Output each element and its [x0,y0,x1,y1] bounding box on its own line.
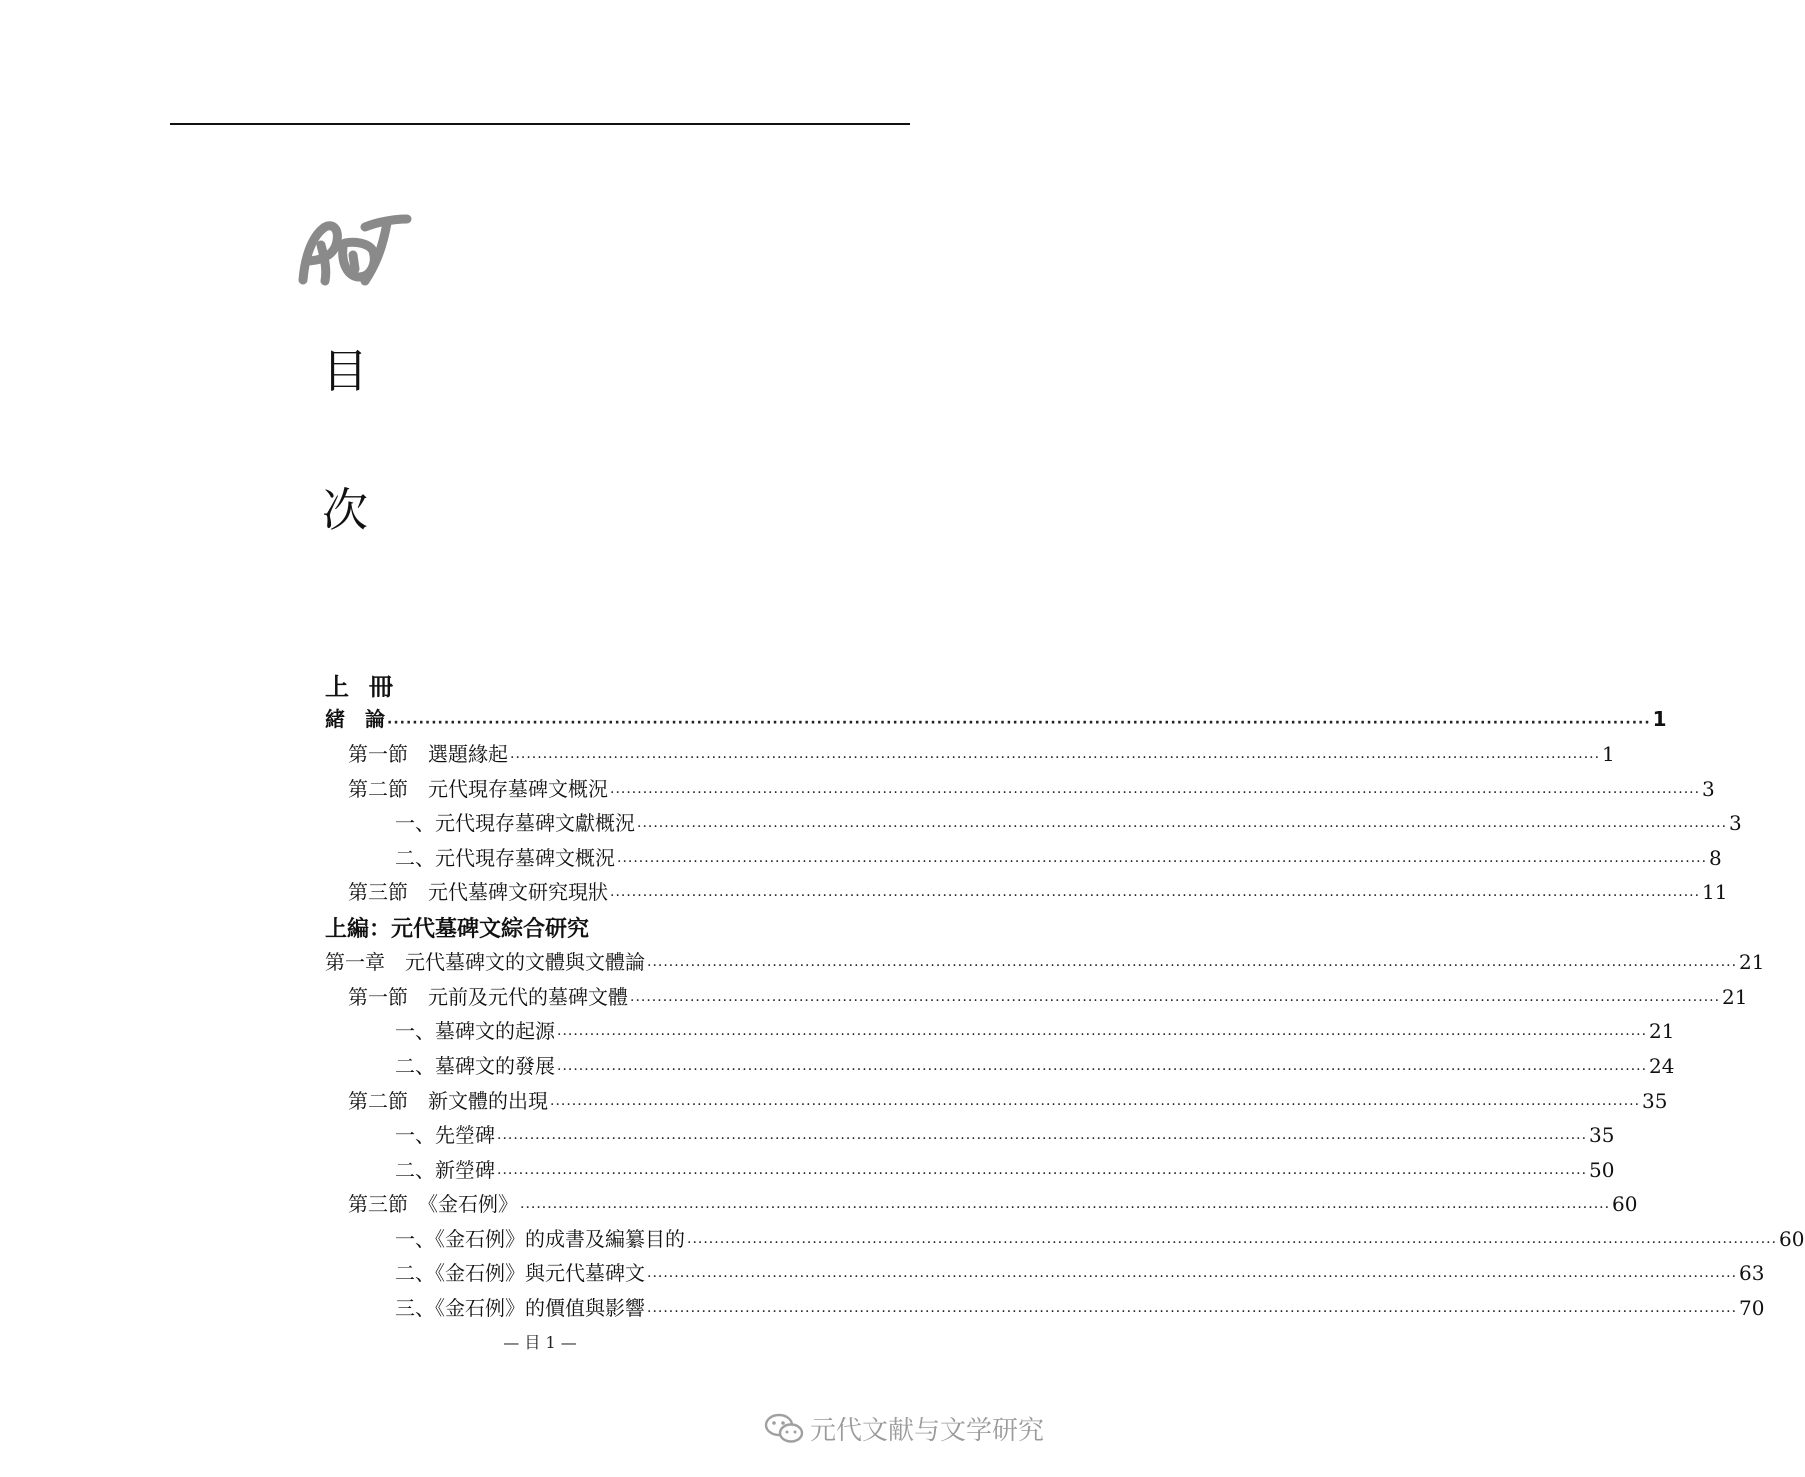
toc-entry-page: 63 [1739,1261,1765,1285]
toc-entry [348,739,1615,769]
toc-leader-dots: ········································································································································································································ [630,993,1721,1009]
toc-entry [348,774,1715,804]
toc-leader-dots: ········································································································································································································ [557,1027,1648,1043]
toc-entry-title: 二、元代現存墓碑文概況 [395,846,615,870]
toc-entry-title: 第三節 元代墓碑文研究現狀 [348,880,608,904]
toc-entry-page: 50 [1589,1158,1615,1182]
toc-entry-page: 24 [1649,1054,1675,1078]
toc-entry-page: 70 [1739,1296,1765,1320]
toc-entry-title: 第一節 元前及元代的墓碑文體 [348,985,628,1009]
toc-entry-title: 第一節 選題緣起 [348,742,508,766]
toc-entry-title: 第一章 元代墓碑文的文體與文體論 [325,950,645,974]
toc-leader-dots: ········································································································································································································ [617,854,1708,870]
toc-leader-dots: ········································································································································································································ [497,1131,1588,1147]
title-char-mu: 目 [322,344,368,398]
toc-leader-dots: ········································································································································································································ [497,1166,1588,1182]
toc-leader-dots: ········································································································································································································ [647,1269,1738,1285]
volume-heading: 上冊 [325,673,413,701]
toc-entry-title: 三、《金石例》的價值與影響 [395,1296,645,1320]
toc-entry-title: 緒 論 [325,707,385,731]
toc-entry-page: 11 [1702,880,1728,904]
toc-entry [348,1086,1668,1116]
toc-entry-title: 二、《金石例》與元代墓碑文 [395,1261,645,1285]
toc-entry [395,1293,1765,1323]
toc-entry-page: 21 [1649,1019,1675,1043]
toc-entry [348,877,1728,907]
toc-entry-title: 二、新塋碑 [395,1158,495,1182]
toc-leader-dots: ········································································································································································································ [687,1235,1778,1251]
toc-entry [348,1189,1638,1219]
toc-entry-page: 1 [1602,742,1615,766]
toc-entry [325,704,1667,734]
toc-leader-dots: ········································································································································································································ [510,750,1601,766]
part-heading: 上編：元代墓碑文綜合研究 [325,917,590,942]
toc-entry-page: 3 [1729,811,1742,835]
toc-entry-title: 第二節 新文體的出現 [348,1089,548,1113]
toc-entry [395,808,1742,838]
toc-entry [395,1224,1805,1254]
toc-entry-title: 一、《金石例》的成書及編纂目的 [395,1227,685,1251]
toc-leader-dots: ········································································································································································································ [520,1200,1611,1216]
toc-leader-dots: ········································································································································································································ [610,785,1701,801]
toc-leader-dots: ········································································································································································································ [387,715,1651,731]
toc-entry-page: 3 [1702,777,1715,801]
toc-entry-title: 第三節 《金石例》 [348,1192,518,1216]
toc-entry [395,1120,1615,1150]
toc-leader-dots: ········································································································································································································ [557,1062,1648,1078]
toc-entry-page: 35 [1589,1123,1615,1147]
toc-entry-page: 35 [1642,1089,1668,1113]
toc-leader-dots: ········································································································································································································ [647,1304,1738,1320]
toc-leader-dots: ········································································································································································································ [610,888,1701,904]
toc-entry [395,1155,1615,1185]
title-char-ci: 次 [322,483,368,537]
toc-entry [395,1051,1675,1081]
toc-entry [325,947,1765,977]
toc-entry-page: 21 [1722,985,1748,1009]
toc-leader-dots: ········································································································································································································ [637,819,1728,835]
toc-entry-page: 21 [1739,950,1765,974]
toc-entry-title: 一、先塋碑 [395,1123,495,1147]
toc-entry-page: 60 [1612,1192,1638,1216]
toc-entry-page: 8 [1709,846,1722,870]
seal-logo [295,205,415,290]
toc-entry [395,1016,1675,1046]
toc-entry-title: 二、墓碑文的發展 [395,1054,555,1078]
top-rule [170,123,910,125]
toc-leader-dots: ········································································································································································································ [550,1097,1641,1113]
toc-entry-page: 1 [1652,707,1667,731]
toc-entry-page: 60 [1779,1227,1805,1251]
toc-entry [348,982,1748,1012]
wechat-icon [764,1412,804,1446]
toc-leader-dots: ········································································································································································································ [647,958,1738,974]
toc-entry-title: 第二節 元代現存墓碑文概況 [348,777,608,801]
toc-entry-title: 一、元代現存墓碑文獻概況 [395,811,635,835]
toc-entry-title: 一、墓碑文的起源 [395,1019,555,1043]
watermark-text: 元代文献与文学研究 [809,1416,1044,1446]
toc-entry [395,843,1722,873]
watermark [764,1410,1044,1447]
page-folio: — 目 1 — [503,1333,577,1352]
toc-entry [395,1258,1765,1288]
